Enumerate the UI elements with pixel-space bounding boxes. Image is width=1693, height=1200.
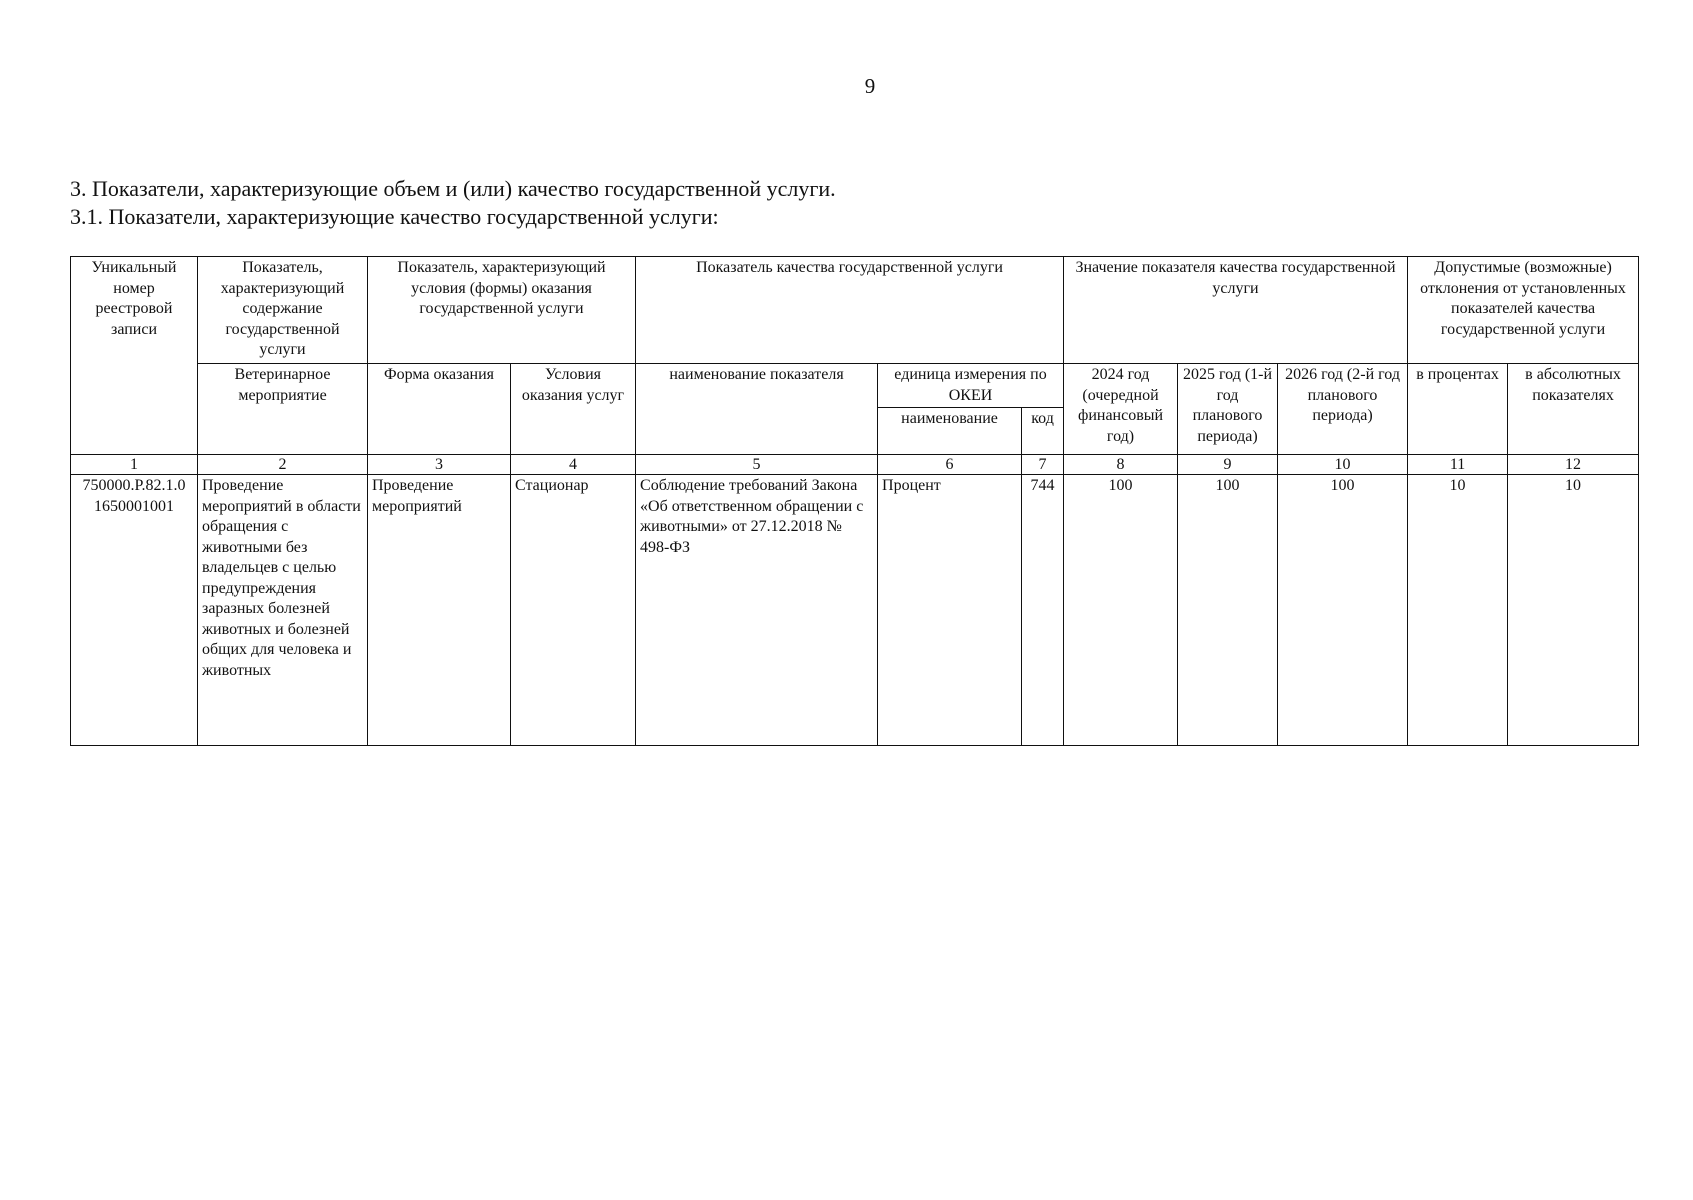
- header-form: Форма оказания: [368, 364, 511, 455]
- cell-value-2026: 100: [1278, 475, 1408, 746]
- column-number: 1: [71, 455, 198, 475]
- column-number: 11: [1408, 455, 1508, 475]
- cell-indicator-name: Соблюдение требований Закона «Об ответственном обращении с животными» от 27.12.2018 № 498-ФЗ: [636, 475, 878, 746]
- cell-deviation-absolute: 10: [1508, 475, 1639, 746]
- header-unit-okei: единица измерения по ОКЕИ: [878, 364, 1064, 408]
- cell-unit-name: Процент: [878, 475, 1022, 746]
- header-vet-event: Ветеринарное мероприятие: [198, 364, 368, 455]
- quality-indicators-table: [70, 256, 1639, 746]
- header-quality-value: Значение показателя качества государственной услуги: [1064, 257, 1408, 364]
- column-number: 3: [368, 455, 511, 475]
- header-quality-indicator: Показатель качества государственной услуги: [636, 257, 1064, 364]
- header-in-percent: в процентах: [1408, 364, 1508, 455]
- column-number: 12: [1508, 455, 1639, 475]
- page-number: 9: [864, 74, 876, 98]
- column-number: 6: [878, 455, 1022, 475]
- column-number: 5: [636, 455, 878, 475]
- cell-value-2025: 100: [1178, 475, 1278, 746]
- header-deviations: Допустимые (возможные) отклонения от установленных показателей качества государственной услуги: [1408, 257, 1639, 364]
- cell-deviation-percent: 10: [1408, 475, 1508, 746]
- cell-conditions: Стационар: [511, 475, 636, 746]
- cell-form: Проведение мероприятий: [368, 475, 511, 746]
- cell-value-2024: 100: [1064, 475, 1178, 746]
- header-indicator-name: наименование показателя: [636, 364, 878, 455]
- cell-vet-event: Проведение мероприятий в области обращения с животными без владельцев с целью предупреждения заразных болезней животных и болезней общих для человека и животных: [198, 475, 368, 746]
- column-number: 4: [511, 455, 636, 475]
- cell-registry-number: 750000.Р.82.1.0 1650001001: [71, 475, 198, 746]
- column-number: 10: [1278, 455, 1408, 475]
- column-number: 2: [198, 455, 368, 475]
- cell-unit-code: 744: [1022, 475, 1064, 746]
- column-number: 8: [1064, 455, 1178, 475]
- header-condition-indicator: Показатель, характеризующий условия (формы) оказания государственной услуги: [368, 257, 636, 364]
- section-heading: 3. Показатели, характеризующие объем и (или) качество государственной услуги.: [70, 176, 836, 201]
- table-row: [71, 475, 1639, 746]
- header-conditions: Условия оказания услуг: [511, 364, 636, 455]
- header-unit-code: код: [1022, 408, 1064, 455]
- column-number: 7: [1022, 455, 1064, 475]
- header-unit-name: наименование: [878, 408, 1022, 455]
- header-in-absolute: в абсолютных показателях: [1508, 364, 1639, 455]
- header-year-2025: 2025 год (1-й год планового периода): [1178, 364, 1278, 455]
- header-year-2026: 2026 год (2-й год планового периода): [1278, 364, 1408, 455]
- subsection-heading: 3.1. Показатели, характеризующие качество государственной услуги:: [70, 204, 719, 229]
- column-number: 9: [1178, 455, 1278, 475]
- header-year-2024: 2024 год (очередной финансовый год): [1064, 364, 1178, 455]
- header-content-indicator: Показатель, характеризующий содержание государственной услуги: [198, 257, 368, 364]
- header-registry-number: Уникальный номер реестровой записи: [71, 257, 198, 455]
